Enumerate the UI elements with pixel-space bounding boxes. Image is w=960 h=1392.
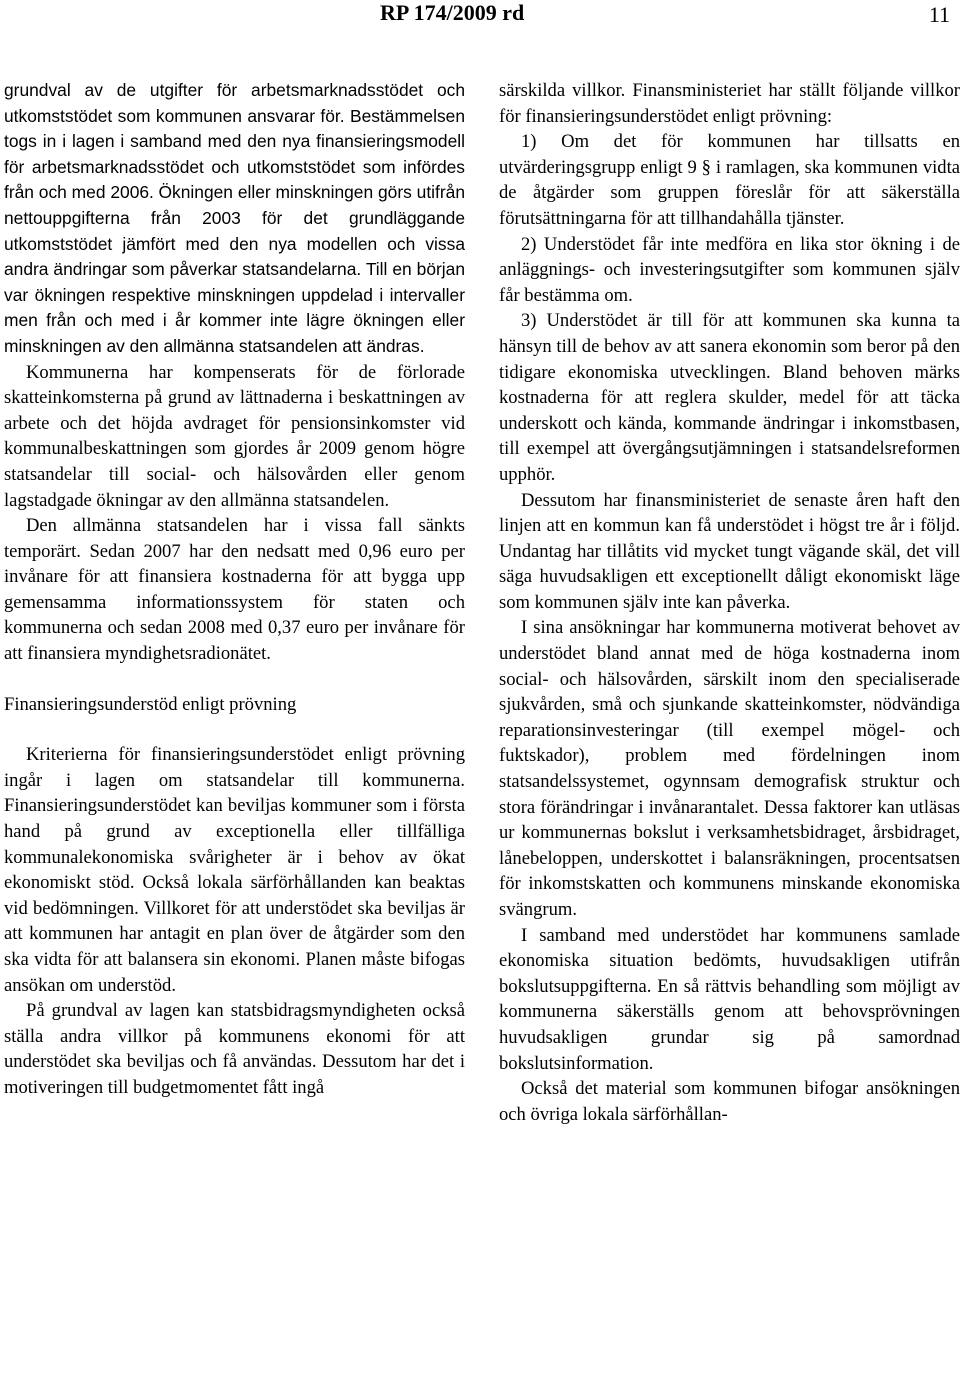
paragraph: På grundval av lagen kan statsbidragsmyndigheten också ställa andra villkor på kommunens ekonomi för att understödet ska beviljas och få användas. Dessutom har det i motiveringen till budgetmomentet fått ingå bbox=[4, 1000, 465, 1098]
right-column bbox=[499, 78, 960, 1127]
paragraph: Den allmänna statsandelen har i vissa fall sänkts temporärt. Sedan 2007 har den nedsatt med 0,96 euro per invånare för att finansiera kostnaderna för att bygga upp gemensamma informationssystem för staten och kommunerna och sedan 2008 med 0,37 euro per invånare för att finansiera myndighetsradionätet. bbox=[4, 515, 465, 665]
paragraph: 2) Understödet får inte medföra en lika stor ökning i de anläggnings- och investeringsutgifter som kommunen själv får bestämma om. bbox=[499, 233, 960, 306]
paragraph: Också det material som kommunen bifogar ansökningen och övriga lokala särförhållan- bbox=[499, 1078, 960, 1125]
paragraph-sans-part: Ökningen eller minskningen görs utifrån nettouppgifterna från 2003 för det grundläggande utkomststödet jämfört med den nya modellen och vissa andra ändringar som påverkar statsandelarna. Till en början var ökningen respektive minskningen uppdelad i intervaller men från och med i år kommer inte lägre ökningen eller minskningen av den allmänna statsandelen att ändras. bbox=[4, 182, 465, 356]
paragraph: I sina ansökningar har kommunerna motiverat behovet av understödet bland annat med de höga kostnaderna inom social- och hälsovården, särskilt inom den specialiserade sjukvården, små och sjunkande skatteinkomster, nödvändiga reparationsinvesteringar (till exempel mögel- och fuktskador), problem med fördelningen inom statsandelssystemet, ogynnsam demografisk struktur och stora förändringar i invånarantalet. Dessa faktorer kan utläsas ur kommunernas bokslut i verksamhetsbidraget, årsbidraget, lånebeloppen, underskottet i balansräkningen, procentsatsen för inkomstskatten och kommunens minskande ekonomiska svängrum. bbox=[499, 617, 960, 920]
document-id: RP 174/2009 rd bbox=[380, 0, 525, 25]
paragraph: 1) Om det för kommunen har tillsatts en utvärderingsgrupp enligt 9 § i ramlagen, ska kommunen vidta de åtgärder som gruppen föreslår för att säkerställa förutsättningarna för att tillhandahålla tjänster. bbox=[499, 131, 960, 229]
paragraph: Kommunerna har kompenserats för de förlorade skatteinkomsterna på grund av lättnaderna i beskattningen av arbete och det höjda avdraget för pensionsinkomster vid kommunalbeskattningen som gjordes år 2009 genom högre statsandelar till social- och hälsovården eller genom lagstadgade ökningar av den allmänna statsandelen. bbox=[4, 361, 465, 511]
paragraph: Kriterierna för finansieringsunderstödet enligt prövning ingår i lagen om statsandelar till kommunerna. Finansieringsunderstödet kan beviljas kommuner som i första hand på grund av exceptionella eller tillfälliga kommunalekonomiska svårigheter är i behov av ökat ekonomiskt stöd. Också lokala särförhållanden kan beaktas vid bedömningen. Villkoret för att understödet ska beviljas är att kommunen har antagit en plan över de åtgärder som den ska vidta för att balansera sin ekonomi. Planen måste bifogas ansökan om understöd. bbox=[4, 744, 465, 996]
paragraph: I samband med understödet har kommunens samlade ekonomiska situation bedömts, huvudsakligen utifrån bokslutsuppgifterna. En så rättvis behandling som möjligt av kommunerna säkerställs genom att behovsprövningen huvudsakligen grundar sig på samordnad bokslutsinformation. bbox=[499, 924, 960, 1074]
paragraph: Dessutom har finansministeriet de senaste åren haft den linjen att en kommun kan få understödet i högst tre år i följd. Undantag har tillåtits vid mycket tungt vägande skäl, det vill säga huvudsakligen ett exceptionellt dåligt ekonomiskt läge som kommunen själv inte kan påverka. bbox=[499, 489, 960, 613]
page-header bbox=[0, 0, 960, 36]
paragraph-sans-part: grundval av de utgifter för arbetsmarknadsstödet och utkomststödet som kommunen ansvarar för. Bestämmelsen togs in i lagen i samband med den nya finansieringsmodell för arbetsmarknadsstödet och utkomststödet som infördes från och med 2006. bbox=[4, 80, 465, 203]
page-number: 11 bbox=[928, 2, 950, 27]
paragraph bbox=[4, 78, 465, 360]
left-column bbox=[4, 78, 465, 1101]
section-heading: Finansieringsunderstöd enligt prövning bbox=[4, 693, 297, 715]
paragraph: 3) Understödet är till för att kommunen ska kunna ta hänsyn till de behov av att sanera ekonomin som beror på den tidigare ekonomiska utvecklingen. Bland behoven märks kostnaderna för att reglera skulder, medel för att täcka underskott och kända, kommande ändringar i inkomstbasen, till exempel att övergångsutjämningen i statsandelsreformen upphör. bbox=[499, 310, 960, 485]
paragraph: särskilda villkor. Finansministeriet har ställt följande villkor för finansieringsunderstödet enligt prövning: bbox=[499, 80, 960, 127]
